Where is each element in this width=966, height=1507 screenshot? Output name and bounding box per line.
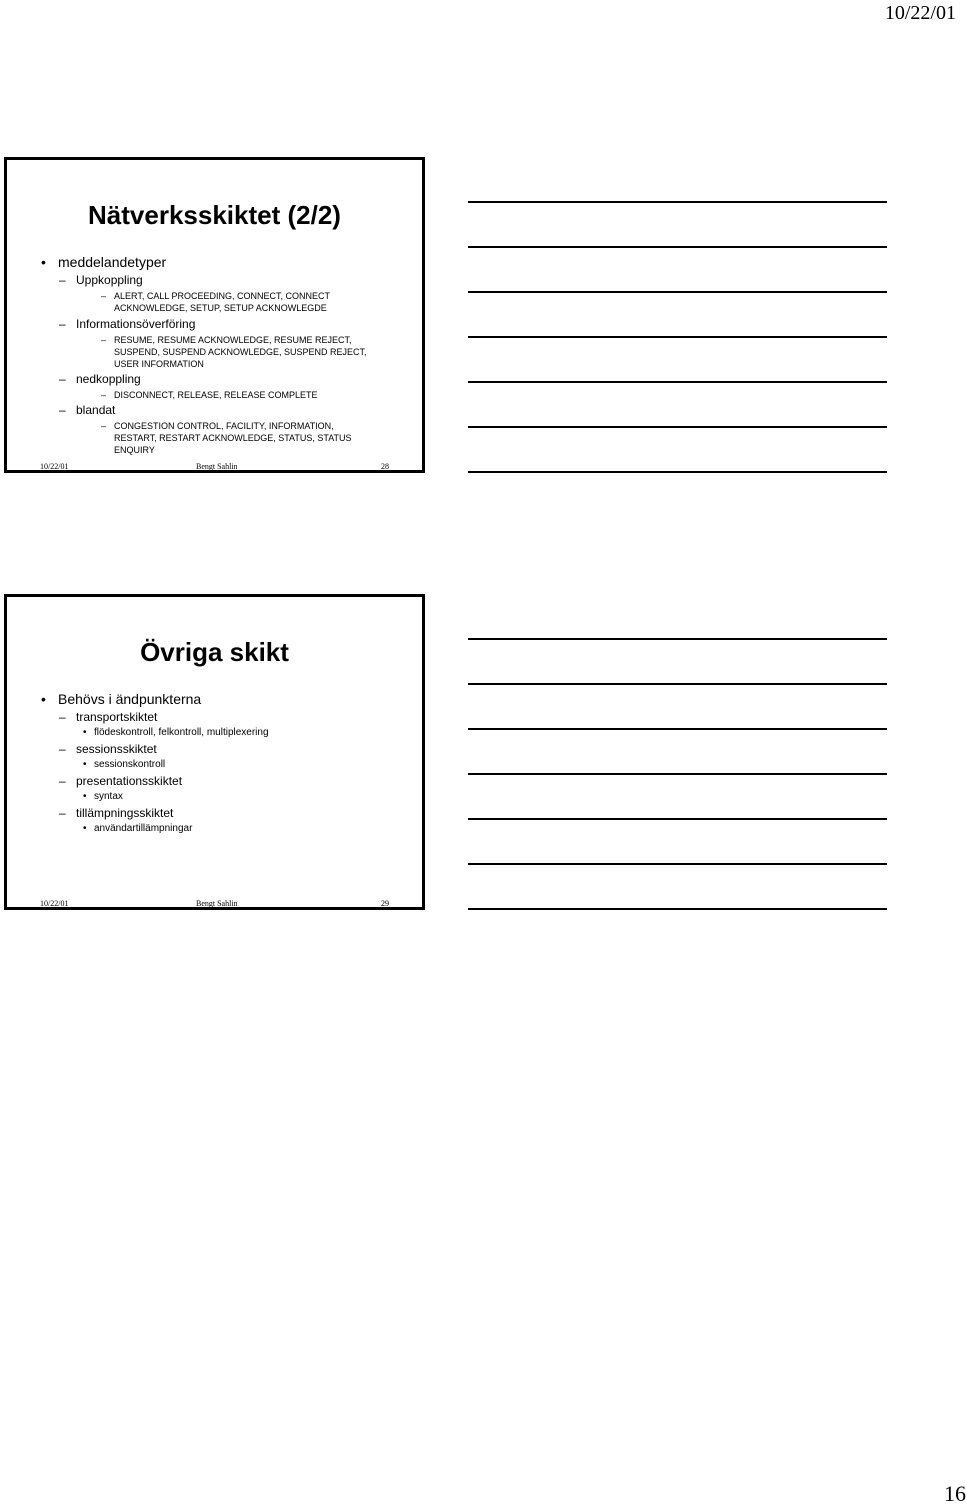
slide-28 — [4, 157, 425, 473]
note-line — [468, 471, 887, 473]
note-line — [468, 863, 887, 865]
bullet-detail: – CONGESTION CONTROL, FACILITY, INFORMATION, — [114, 420, 334, 432]
bullet-detail: • flödeskontroll, felkontroll, multiplexering — [94, 727, 269, 739]
slide-title: Övriga skikt — [140, 637, 289, 667]
bullet-group-informationsoverforing: – Informationsöverföring — [76, 317, 195, 331]
note-line — [468, 201, 887, 203]
bullet-detail-cont: ACKNOWLEDGE, SETUP, SETUP ACKNOWLEGDE — [114, 303, 327, 313]
bullet-group-tillampningsskiktet: – tillämpningsskiktet — [76, 806, 173, 820]
bullet-detail: – ALERT, CALL PROCEEDING, CONNECT, CONNECT — [114, 290, 330, 302]
bullet-group-sessionsskiktet: – sessionsskiktet — [76, 742, 157, 756]
note-line — [468, 728, 887, 730]
footer-date: 10/22/01 — [40, 899, 69, 908]
bullet-detail: • sessionskontroll — [94, 759, 165, 771]
bullet-detail-cont: SUSPEND, SUSPEND ACKNOWLEDGE, SUSPEND REJECT, — [114, 347, 367, 357]
slide-29 — [4, 594, 425, 910]
note-line — [468, 336, 887, 338]
bullet-topic: • Behövs i ändpunkterna — [58, 691, 201, 707]
slide-title: Nätverksskiktet (2/2) — [88, 200, 341, 230]
bullet-detail-cont: RESTART, RESTART ACKNOWLEDGE, STATUS, STATUS — [114, 433, 352, 443]
page-header-date: 10/22/01 — [884, 2, 956, 24]
note-line — [468, 638, 887, 640]
bullet-detail-cont: USER INFORMATION — [114, 359, 204, 369]
footer-slide-number: 29 — [381, 899, 389, 908]
footer-author: Bengt Sahlin — [196, 462, 238, 471]
note-line — [468, 291, 887, 293]
bullet-detail: – RESUME, RESUME ACKNOWLEDGE, RESUME REJECT, — [114, 334, 352, 346]
note-line — [468, 818, 887, 820]
note-line — [468, 683, 887, 685]
note-line — [468, 246, 887, 248]
bullet-group-transportskiktet: – transportskiktet — [76, 710, 157, 724]
bullet-group-presentationsskiktet: – presentationsskiktet — [76, 774, 182, 788]
bullet-detail: – DISCONNECT, RELEASE, RELEASE COMPLETE — [114, 389, 318, 401]
note-line — [468, 426, 887, 428]
footer-date: 10/22/01 — [40, 462, 69, 471]
note-line — [468, 908, 887, 910]
bullet-topic: • meddelandetyper — [58, 254, 166, 270]
bullet-detail: • syntax — [94, 791, 123, 803]
bullet-group-nedkoppling: – nedkoppling — [76, 372, 141, 386]
note-line — [468, 381, 887, 383]
bullet-detail-cont: ENQUIRY — [114, 445, 155, 455]
bullet-group-blandat: – blandat — [76, 403, 115, 417]
bullet-detail: • användartillämpningar — [94, 823, 192, 835]
footer-slide-number: 28 — [381, 462, 389, 471]
footer-author: Bengt Sahlin — [196, 899, 238, 908]
bullet-group-uppkoppling: – Uppkoppling — [76, 273, 143, 287]
page-number: 16 — [944, 1481, 966, 1506]
note-line — [468, 773, 887, 775]
